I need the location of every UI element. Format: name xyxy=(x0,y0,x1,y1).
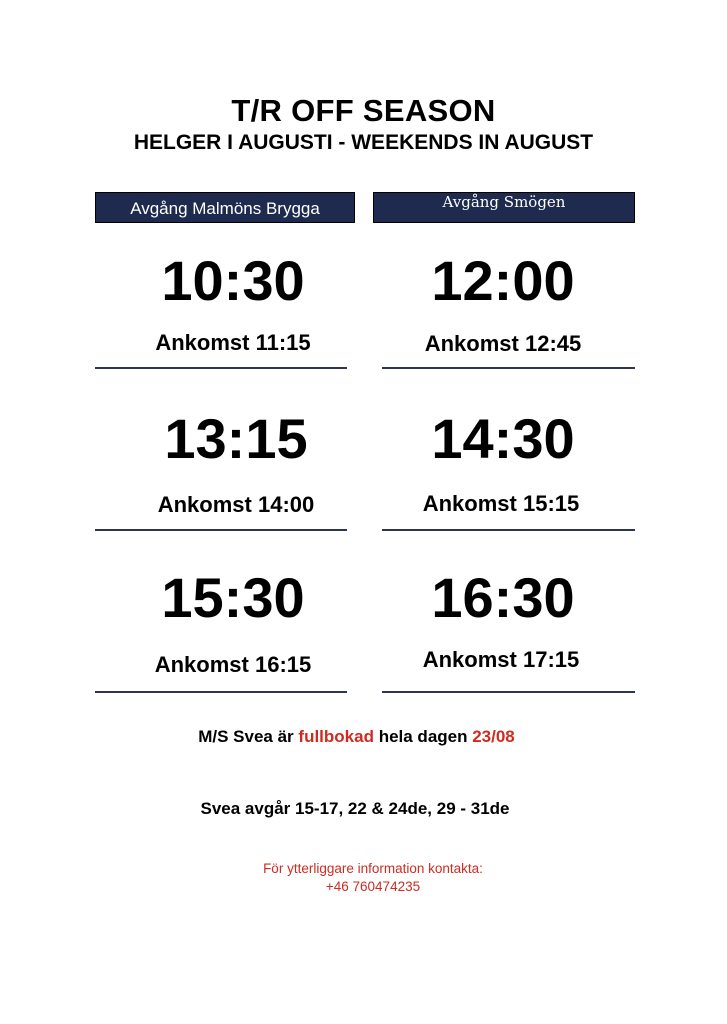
arrival-time: Ankomst 16:15 xyxy=(154,652,312,677)
departure-time: 10:30 xyxy=(161,249,305,312)
notice-date: 23/08 xyxy=(472,727,515,746)
divider xyxy=(382,691,635,693)
departure-time: 12:00 xyxy=(431,249,575,312)
page-subtitle: HELGER I AUGUSTI - WEEKENDS IN AUGUST xyxy=(133,131,594,154)
departure-time: 16:30 xyxy=(431,566,575,629)
column-header-malmon: Avgång Malmöns Brygga xyxy=(95,192,355,223)
departure-time: 13:15 xyxy=(164,407,308,470)
arrival-time: Ankomst 17:15 xyxy=(422,647,580,672)
contact-label: För ytterliggare information kontakta: xyxy=(263,861,483,876)
fully-booked-label: fullbokad xyxy=(298,727,374,746)
booking-notice xyxy=(0,727,713,747)
departure-time: 15:30 xyxy=(161,566,305,629)
divider xyxy=(382,367,635,369)
column-header-smogen: Avgång Smögen xyxy=(373,192,635,223)
page-title: T/R OFF SEASON xyxy=(231,93,496,128)
arrival-time: Ankomst 15:15 xyxy=(422,491,580,516)
divider xyxy=(95,529,347,531)
divider xyxy=(95,691,347,693)
notice-text: hela dagen xyxy=(373,727,473,746)
divider xyxy=(95,367,347,369)
contact-info xyxy=(0,860,727,896)
notice-text: M/S Svea är xyxy=(198,727,299,746)
arrival-time: Ankomst 11:15 xyxy=(155,330,311,355)
arrival-time: Ankomst 12:45 xyxy=(424,331,582,356)
divider xyxy=(382,529,635,531)
departure-time: 14:30 xyxy=(431,407,575,470)
arrival-time: Ankomst 14:00 xyxy=(157,492,315,517)
svea-departure-days: Svea avgår 15-17, 22 & 24de, 29 - 31de xyxy=(200,799,510,818)
contact-phone[interactable]: +46 760474235 xyxy=(325,879,421,894)
